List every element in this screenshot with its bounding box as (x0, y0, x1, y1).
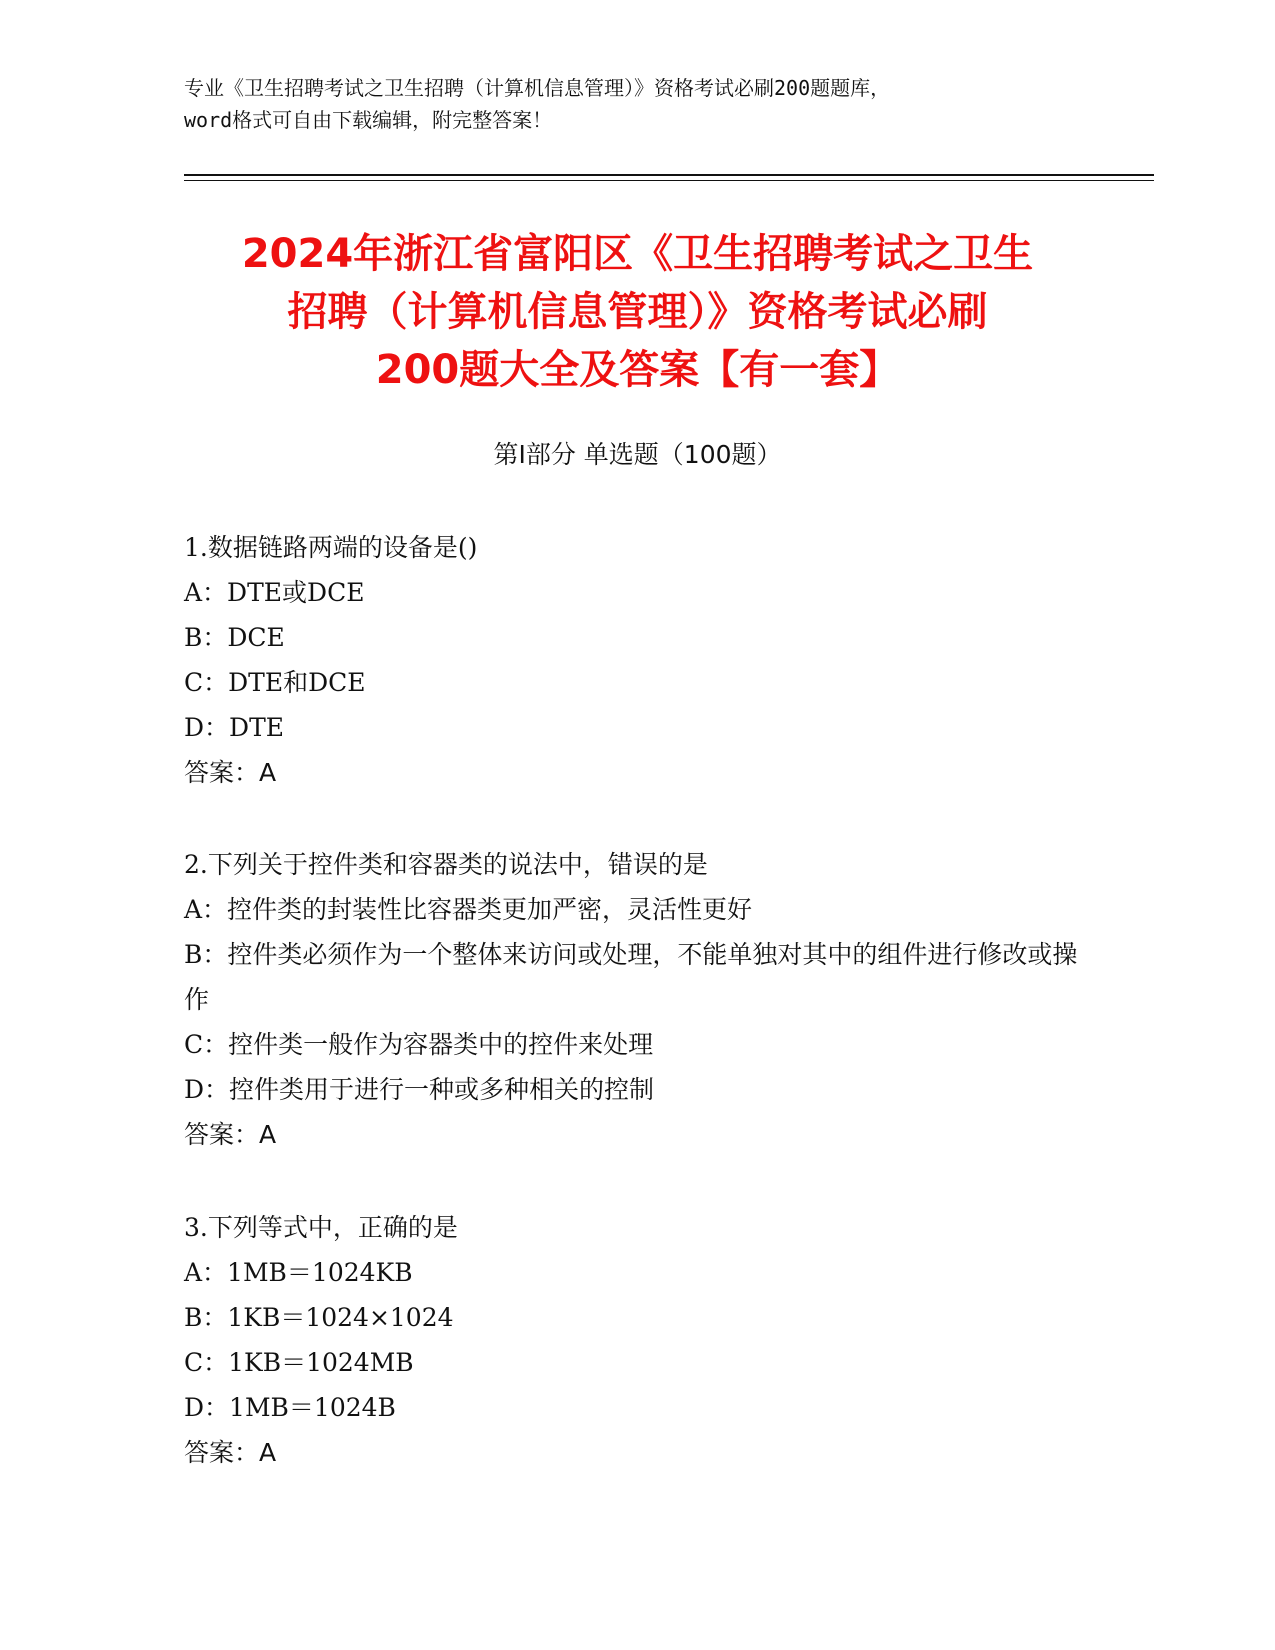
option-c: C：控件类一般作为容器类中的控件来处理 (184, 1030, 654, 1059)
question-stem: 1.数据链路两端的设备是() (184, 533, 478, 562)
question-1 (184, 525, 1084, 795)
question-stem: 3.下列等式中，正确的是 (184, 1213, 458, 1242)
option-d: D：1MB＝1024B (184, 1393, 396, 1422)
option-a: A：控件类的封装性比容器类更加严密，灵活性更好 (184, 895, 753, 924)
option-c: C：1KB＝1024MB (184, 1348, 414, 1377)
document-title-line-3: 200题大全及答案【有一套】 (375, 347, 900, 393)
option-b: B：DCE (184, 623, 285, 652)
question-stem: 2.下列关于控件类和容器类的说法中，错误的是 (184, 850, 708, 879)
option-a: A：DTE或DCE (184, 578, 365, 607)
section-heading: 第Ⅰ部分 单选题（100题） (493, 440, 782, 469)
option-d: D：DTE (184, 713, 285, 742)
option-a: A：1MB＝1024KB (184, 1258, 413, 1287)
header-divider-thick (184, 174, 1154, 176)
header-note (184, 72, 1084, 136)
question-3 (184, 1205, 1084, 1475)
header-note-line-1: 专业《卫生招聘考试之卫生招聘（计算机信息管理）》资格考试必刷200题题库， (184, 76, 891, 100)
option-b: B：控件类必须作为一个整体来访问或处理，不能单独对其中的组件进行修改或操作 (184, 940, 1078, 1014)
header-note-line-2: word格式可自由下载编辑，附完整答案！ (184, 108, 553, 132)
document-title-line-2: 招聘（计算机信息管理）》资格考试必刷 (287, 289, 988, 335)
answer: 答案：A (184, 1438, 277, 1467)
answer: 答案：A (184, 758, 277, 787)
option-b: B：1KB＝1024×1024 (184, 1303, 454, 1332)
answer: 答案：A (184, 1120, 277, 1149)
option-d: D：控件类用于进行一种或多种相关的控制 (184, 1075, 655, 1104)
document-title-line-1: 2024年浙江省富阳区《卫生招聘考试之卫生 (241, 231, 1034, 277)
option-c: C：DTE和DCE (184, 668, 366, 697)
document-title (150, 225, 1125, 399)
question-2 (184, 842, 1084, 1157)
header-divider-thin (184, 180, 1154, 181)
